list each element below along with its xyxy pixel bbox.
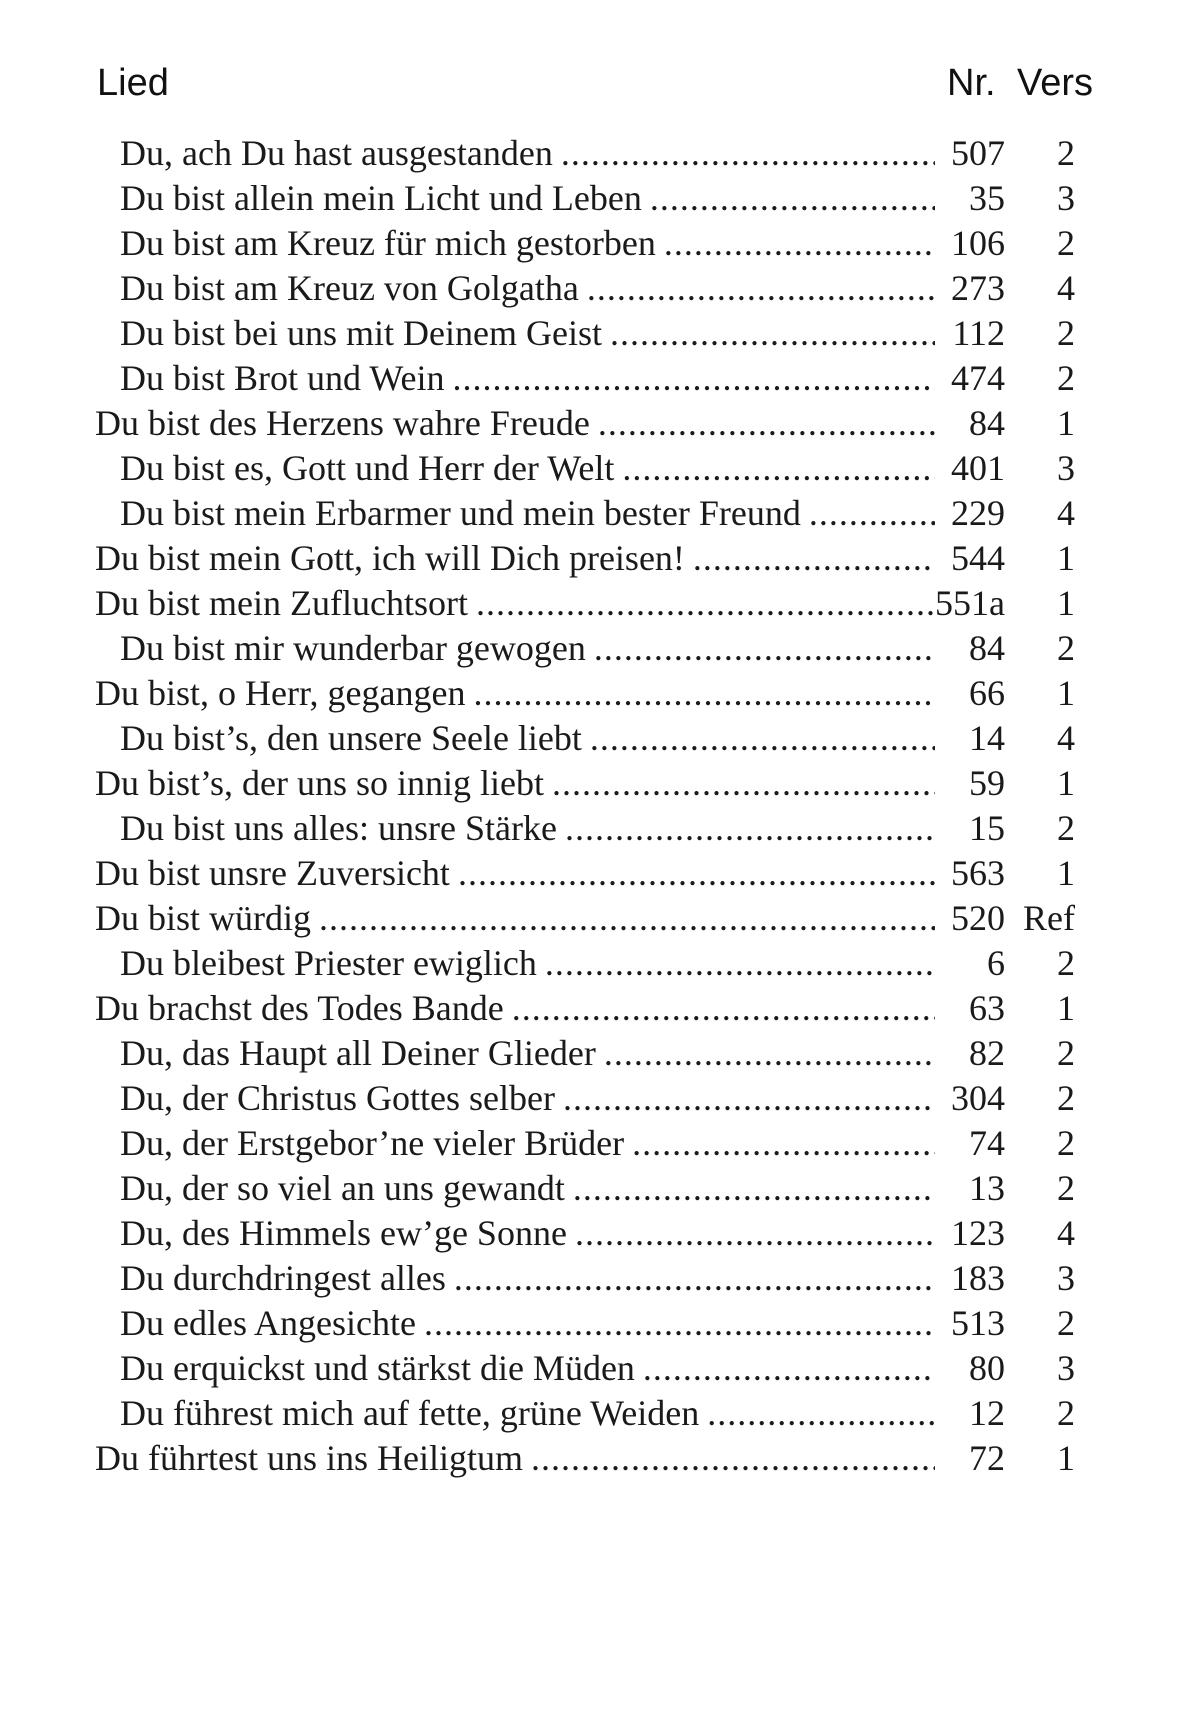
index-row [0, 1388, 1181, 1438]
song-number: 74 [969, 1123, 1005, 1163]
song-title: Du bist des Herzens wahre Freude [95, 403, 590, 443]
song-number: 6 [987, 943, 1005, 983]
dot-leader [594, 623, 935, 673]
verse-number: 2 [1057, 313, 1075, 353]
song-title: Du bist Brot und Wein [120, 358, 445, 398]
verse-number: 2 [1057, 223, 1075, 263]
verse-number: 2 [1057, 1303, 1075, 1343]
song-title: Du bist, o Herr, gegangen [95, 673, 466, 713]
column-header [0, 62, 1181, 112]
song-number: 304 [951, 1078, 1005, 1118]
verse-number: 2 [1057, 1078, 1075, 1118]
song-number: 520 [951, 898, 1005, 938]
index-row [0, 1208, 1181, 1258]
dot-leader [565, 803, 935, 853]
row-title-wrap [120, 173, 935, 223]
song-number: 563 [951, 853, 1005, 893]
song-title: Du bist’s, den unsere Seele liebt [120, 718, 582, 758]
song-title: Du bleibest Priester ewiglich [120, 943, 537, 983]
verse-number: 1 [1057, 673, 1075, 713]
row-title-wrap [120, 218, 935, 268]
row-title-wrap [120, 308, 935, 358]
song-title: Du brachst des Todes Bande [95, 988, 504, 1028]
row-title-wrap [120, 443, 935, 493]
dot-leader [643, 1343, 935, 1393]
song-number: 15 [969, 808, 1005, 848]
verse-number: 1 [1057, 1438, 1075, 1478]
song-title: Du erquickst und stärkst die Müden [120, 1348, 635, 1388]
song-number: 551a [935, 583, 1005, 623]
verse-number: 2 [1057, 1168, 1075, 1208]
header-nr: Nr. [947, 62, 996, 104]
song-number: 12 [969, 1393, 1005, 1433]
song-title: Du, des Himmels ew’ge Sonne [120, 1213, 567, 1253]
verse-number: 3 [1057, 448, 1075, 488]
verse-number: 2 [1057, 358, 1075, 398]
row-title-wrap [120, 1163, 935, 1213]
header-lied: Lied [97, 62, 169, 104]
song-title: Du bist’s, der uns so innig liebt [95, 763, 544, 803]
row-title-wrap [120, 1388, 935, 1438]
song-number: 544 [951, 538, 1005, 578]
verse-number: 1 [1057, 538, 1075, 578]
song-number: 35 [969, 178, 1005, 218]
header-vers: Vers [1017, 62, 1094, 104]
song-number: 112 [952, 313, 1005, 353]
row-title-wrap [120, 1118, 935, 1168]
song-number: 401 [951, 448, 1005, 488]
dot-leader [707, 1388, 935, 1438]
song-number: 513 [951, 1303, 1005, 1343]
dot-leader [650, 173, 935, 223]
index-row [0, 668, 1181, 718]
row-title-wrap [120, 1028, 935, 1078]
song-number: 13 [969, 1168, 1005, 1208]
song-title: Du bist es, Gott und Herr der Welt [120, 448, 615, 488]
index-row [0, 713, 1181, 763]
song-number: 507 [951, 133, 1005, 173]
song-number: 14 [969, 718, 1005, 758]
dot-leader [632, 1118, 935, 1168]
row-title-wrap [120, 713, 935, 763]
dot-leader [454, 1253, 935, 1303]
song-number: 66 [969, 673, 1005, 713]
index-row [0, 893, 1181, 943]
song-title: Du, der so viel an uns gewandt [120, 1168, 565, 1208]
dot-leader [563, 1073, 935, 1123]
dot-leader [476, 578, 935, 628]
song-number: 59 [969, 763, 1005, 803]
song-title: Du bist am Kreuz für mich gestorben [120, 223, 656, 263]
row-title-wrap [95, 848, 935, 898]
dot-leader [531, 1433, 935, 1483]
row-title-wrap [95, 668, 935, 718]
verse-number: 3 [1057, 1348, 1075, 1388]
dot-leader [458, 848, 935, 898]
index-row [0, 623, 1181, 673]
row-title-wrap [120, 1208, 935, 1258]
verse-number: 2 [1057, 943, 1075, 983]
dot-leader [610, 308, 935, 358]
index-row [0, 578, 1181, 628]
dot-leader [575, 1208, 935, 1258]
song-title: Du bist mir wunderbar gewogen [120, 628, 586, 668]
index-row [0, 758, 1181, 808]
song-number: 63 [969, 988, 1005, 1028]
index-row [0, 218, 1181, 268]
song-title: Du, ach Du hast ausgestanden [120, 133, 553, 173]
song-title: Du bist mein Gott, ich will Dich preisen! [95, 538, 685, 578]
song-title: Du führtest uns ins Heiligtum [95, 1438, 523, 1478]
index-row [0, 128, 1181, 178]
verse-number: 2 [1057, 808, 1075, 848]
song-number: 229 [951, 493, 1005, 533]
dot-leader [587, 263, 935, 313]
verse-number: 1 [1057, 988, 1075, 1028]
song-number: 474 [951, 358, 1005, 398]
dot-leader [622, 443, 935, 493]
index-row [0, 1028, 1181, 1078]
verse-number: 4 [1057, 718, 1075, 758]
row-title-wrap [95, 893, 935, 943]
index-row [0, 1433, 1181, 1483]
song-number: 84 [969, 628, 1005, 668]
index-row [0, 308, 1181, 358]
song-number: 123 [951, 1213, 1005, 1253]
song-title: Du führest mich auf fette, grüne Weiden [120, 1393, 700, 1433]
index-row [0, 1343, 1181, 1393]
verse-number: 2 [1057, 133, 1075, 173]
verse-number: 2 [1057, 1123, 1075, 1163]
dot-leader [452, 353, 935, 403]
row-title-wrap [120, 353, 935, 403]
verse-number: 4 [1057, 493, 1075, 533]
row-title-wrap [120, 803, 935, 853]
index-row [0, 1118, 1181, 1168]
dot-leader [561, 128, 935, 178]
verse-number: 1 [1057, 853, 1075, 893]
song-number: 82 [969, 1033, 1005, 1073]
dot-leader [545, 938, 935, 988]
row-title-wrap [120, 1253, 935, 1303]
index-row [0, 263, 1181, 313]
index-row [0, 173, 1181, 223]
index-row [0, 533, 1181, 583]
song-title: Du durchdringest alles [120, 1258, 446, 1298]
row-title-wrap [95, 983, 935, 1033]
index-row [0, 803, 1181, 853]
index-row [0, 983, 1181, 1033]
index-row [0, 443, 1181, 493]
song-number: 273 [951, 268, 1005, 308]
index-row [0, 848, 1181, 898]
song-title: Du bist mein Zufluchtsort [95, 583, 468, 623]
dot-leader [590, 713, 935, 763]
song-title: Du bist am Kreuz von Golgatha [120, 268, 579, 308]
verse-number: 1 [1057, 583, 1075, 623]
song-title: Du, das Haupt all Deiner Glieder [120, 1033, 596, 1073]
song-title: Du bist bei uns mit Deinem Geist [120, 313, 602, 353]
row-title-wrap [95, 1433, 935, 1483]
row-title-wrap [120, 488, 935, 538]
dot-leader [512, 983, 935, 1033]
dot-leader [552, 758, 935, 808]
verse-number: 4 [1057, 1213, 1075, 1253]
row-title-wrap [120, 938, 935, 988]
song-title: Du bist würdig [95, 898, 311, 938]
index-row [0, 398, 1181, 448]
dot-leader [693, 533, 935, 583]
verse-number: 2 [1057, 628, 1075, 668]
dot-leader [664, 218, 935, 268]
index-row [0, 488, 1181, 538]
row-title-wrap [120, 623, 935, 673]
row-title-wrap [95, 398, 935, 448]
verse-number: 2 [1057, 1033, 1075, 1073]
row-title-wrap [120, 128, 935, 178]
verse-number: 1 [1057, 403, 1075, 443]
dot-leader [573, 1163, 935, 1213]
song-title: Du bist mein Erbarmer und mein bester Freund [120, 493, 801, 533]
index-row [0, 1073, 1181, 1123]
dot-leader [809, 488, 935, 538]
row-title-wrap [120, 1298, 935, 1348]
song-number: 72 [969, 1438, 1005, 1478]
index-row [0, 1163, 1181, 1213]
song-title: Du edles Angesichte [120, 1303, 416, 1343]
row-title-wrap [95, 533, 935, 583]
song-title: Du, der Christus Gottes selber [120, 1078, 555, 1118]
dot-leader [424, 1298, 935, 1348]
index-row [0, 938, 1181, 988]
song-number: 106 [951, 223, 1005, 263]
verse-number: 2 [1057, 1393, 1075, 1433]
song-number: 80 [969, 1348, 1005, 1388]
song-title: Du, der Erstgebor’ne vieler Brüder [120, 1123, 625, 1163]
index-row [0, 1253, 1181, 1303]
row-title-wrap [95, 578, 935, 628]
dot-leader [598, 398, 935, 448]
index-row [0, 353, 1181, 403]
verse-number: Ref [1023, 898, 1075, 938]
song-title: Du bist allein mein Licht und Leben [120, 178, 642, 218]
row-title-wrap [95, 758, 935, 808]
index-row [0, 1298, 1181, 1348]
verse-number: 3 [1057, 178, 1075, 218]
verse-number: 3 [1057, 1258, 1075, 1298]
song-title: Du bist unsre Zuversicht [95, 853, 450, 893]
row-title-wrap [120, 1073, 935, 1123]
song-number: 84 [969, 403, 1005, 443]
row-title-wrap [120, 1343, 935, 1393]
verse-number: 1 [1057, 763, 1075, 803]
song-number: 183 [951, 1258, 1005, 1298]
verse-number: 4 [1057, 268, 1075, 308]
dot-leader [604, 1028, 935, 1078]
row-title-wrap [120, 263, 935, 313]
dot-leader [473, 668, 935, 718]
song-title: Du bist uns alles: unsre Stärke [120, 808, 557, 848]
dot-leader [319, 893, 935, 943]
